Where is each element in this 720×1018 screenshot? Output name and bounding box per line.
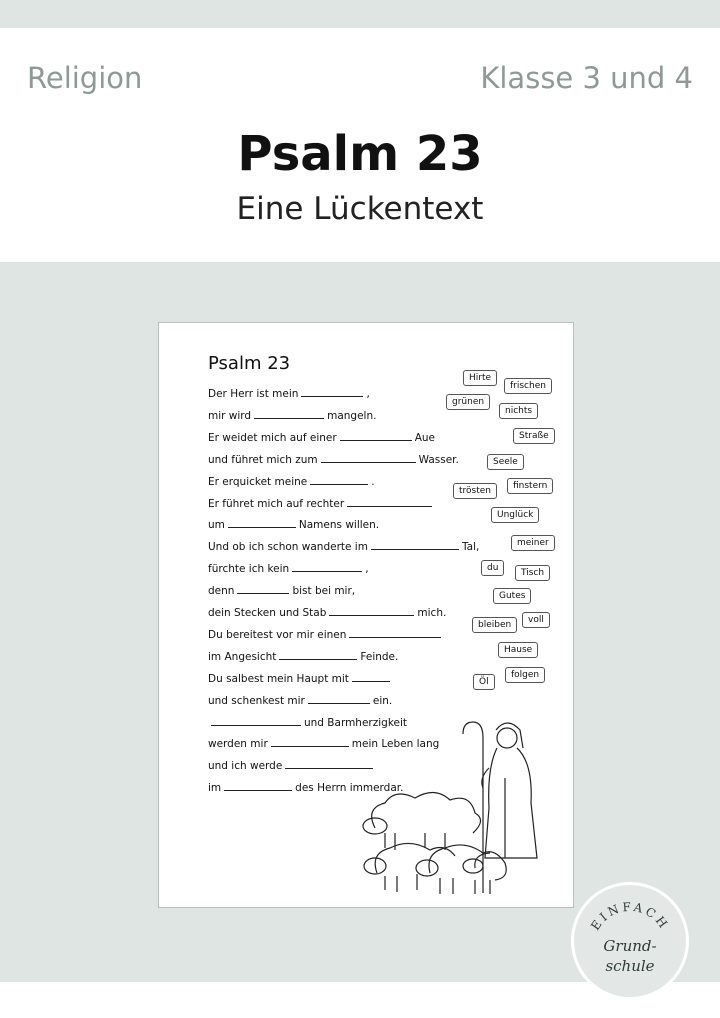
- top-strip: [0, 0, 720, 28]
- line-text-after: Namens willen.: [298, 519, 380, 532]
- fill-in-blank: [271, 737, 349, 747]
- line-text-before: Und ob ich schon wanderte im: [208, 541, 368, 554]
- word-bank-item: Tisch: [515, 565, 550, 581]
- line-text-before: denn: [208, 585, 235, 598]
- line-text-before: und ich werde: [208, 760, 283, 773]
- line-text-after: Wasser.: [418, 453, 459, 466]
- fill-in-blank: [310, 475, 368, 485]
- line-text-after: des Herrn immerdar.: [295, 782, 404, 795]
- line-text-after: und Barmherzigkeit: [304, 716, 408, 729]
- fill-in-blank: [340, 431, 412, 441]
- fill-in-blank: [292, 562, 362, 572]
- line-text-after: Tal,: [461, 541, 480, 554]
- word-bank-item: finstern: [507, 478, 553, 494]
- fill-in-blank: [371, 540, 459, 550]
- worksheet-line: [208, 759, 376, 772]
- worksheet-line: [208, 518, 379, 531]
- shepherd-with-sheep-illustration: [355, 708, 555, 898]
- fill-in-blank: [329, 606, 414, 616]
- word-bank-item: Unglück: [491, 507, 539, 523]
- line-text-before: und führet mich zum: [208, 453, 318, 466]
- fill-in-blank: [279, 650, 357, 660]
- word-bank-item: nichts: [499, 403, 538, 419]
- worksheet-line: [208, 694, 392, 707]
- worksheet-line: [208, 409, 376, 422]
- word-bank-item: Hirte: [463, 370, 497, 386]
- einfach-grundschule-logo: [571, 882, 689, 1000]
- logo-line-2: schule: [605, 957, 655, 975]
- word-bank-item: frischen: [504, 378, 552, 394]
- fill-in-blank: [347, 497, 432, 507]
- worksheet-title: Psalm 23: [208, 353, 291, 374]
- fill-in-blank: [301, 387, 363, 397]
- fill-in-blank: [224, 781, 292, 791]
- worksheet-line: [208, 540, 479, 553]
- worksheet-line: [208, 431, 435, 444]
- header: [0, 28, 720, 262]
- line-text-after: ,: [366, 388, 370, 400]
- line-text-after: ein.: [372, 694, 393, 707]
- worksheet-preview: [158, 322, 574, 908]
- line-text-after: mein Leben lang: [351, 738, 440, 751]
- line-text-before: werden mir: [208, 738, 268, 751]
- logo-arc-text: EINFACH: [588, 899, 672, 933]
- fill-in-blank: [211, 716, 301, 726]
- word-bank-item: voll: [522, 612, 550, 628]
- line-text-before: mir wird: [208, 409, 252, 422]
- fill-in-blank: [349, 628, 441, 638]
- line-text-after: .: [371, 475, 375, 488]
- word-bank-item: Straße: [513, 428, 555, 444]
- line-text-after: Feinde.: [360, 650, 399, 663]
- logo-line-1: Grund-: [603, 937, 657, 955]
- fill-in-blank: [254, 409, 324, 419]
- worksheet-line: [208, 650, 398, 663]
- line-text-after: mangeln.: [327, 409, 377, 422]
- line-text-after: mich.: [417, 607, 447, 619]
- line-text-after: Aue: [414, 431, 435, 444]
- fill-in-blank: [237, 584, 289, 594]
- line-text-after: ,: [365, 563, 369, 576]
- worksheet-line: [208, 606, 446, 619]
- page-subtitle: Eine Lückentext: [236, 191, 484, 227]
- fill-in-blank: [228, 518, 296, 528]
- worksheet-line: [208, 584, 355, 597]
- line-text-before: Er erquicket meine: [208, 475, 308, 488]
- worksheet-line: [208, 562, 369, 575]
- word-bank-item: Seele: [487, 454, 524, 470]
- word-bank-item: Hause: [498, 642, 538, 658]
- line-text-before: Er weidet mich auf einer: [208, 431, 337, 444]
- svg-text:EINFACH: [588, 900, 672, 933]
- line-text-before: fürchte ich kein: [208, 563, 290, 576]
- word-bank-item: trösten: [453, 483, 497, 499]
- line-text-before: im Angesicht: [208, 650, 277, 663]
- line-text-before: dein Stecken und Stab: [208, 607, 327, 619]
- line-text-before: Du bereitest vor mir einen: [208, 628, 347, 641]
- word-bank-item: Öl: [473, 674, 495, 690]
- fill-in-blank: [321, 453, 416, 463]
- word-bank-item: grünen: [446, 394, 490, 410]
- worksheet-line: [208, 628, 444, 641]
- line-text-before: Er führet mich auf rechter: [208, 497, 345, 510]
- worksheet-line: [208, 387, 370, 400]
- line-text-before: um: [208, 519, 225, 532]
- word-bank-item: bleiben: [472, 617, 517, 633]
- worksheet-line: [208, 453, 459, 466]
- word-bank-item: meiner: [511, 535, 555, 551]
- line-text-before: im: [208, 782, 222, 795]
- line-text-after: bist bei mir,: [292, 585, 356, 598]
- line-text-before: Du salbest mein Haupt mit: [208, 672, 349, 685]
- line-text-before: Der Herr ist mein: [208, 388, 299, 400]
- subject-label: Religion: [27, 61, 143, 95]
- worksheet-line: [208, 497, 435, 510]
- page-title: Psalm 23: [237, 126, 483, 182]
- word-bank-item: du: [481, 560, 504, 576]
- worksheet-line: [208, 672, 393, 685]
- line-text-before: und schenkest mir: [208, 694, 305, 707]
- grade-label: Klasse 3 und 4: [480, 61, 693, 95]
- word-bank-item: folgen: [505, 667, 545, 683]
- word-bank-item: Gutes: [493, 588, 531, 604]
- fill-in-blank: [308, 694, 370, 704]
- fill-in-blank: [352, 672, 390, 682]
- worksheet-line: [208, 475, 375, 488]
